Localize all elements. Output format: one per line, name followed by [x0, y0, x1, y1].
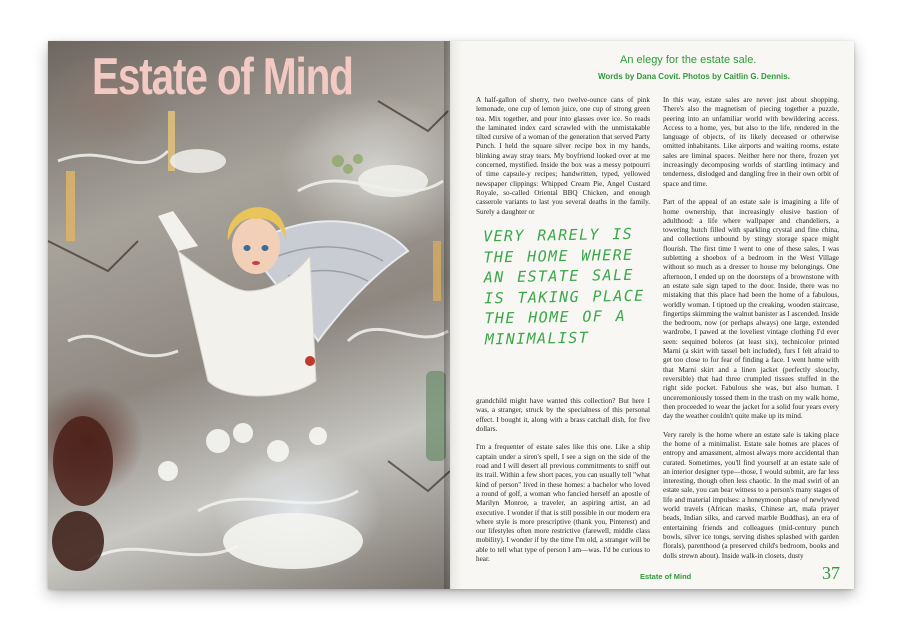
body-paragraph: Part of the appeal of an estate sale is imagining a life of home ownership, that increasingly elusive bastion of adulthood: a life where wallpaper and chandeliers, a towering hutch filled with sparkling crystal and fine china, and collections unbound by stingy storage space might flourish. The first time I went to one of these sales, I was subletting a shoebox of a bedroom in the West Village without so much as a dresser to house my belongings. One afternoon, I ended up on the doorsteps of a brownstone with an estate sale sign taped to the door. Inside, there was no mistaking that this place had been the home of a fabulous, worldly woman. I tiptoed up the creaking, wooden staircase, fingertips skimming the walnut banister as I ascended. Inside the bedroom, now (or perhaps always) one large, extended wardrobe, I pawed at the loveliest vintage clothing I'd ever seen: sequined boleros (at least six), technicolor printed Marni (a skirt with tassel belt included), furs I felt afraid to get too close to for fear of finding a face. I went home with that Marni skirt and a linen jacket (perfectly slouchy, reversible) that had three crumpled tissues stuffed in the right side pocket. Fabulous she was, but also human. I unceremoniously tossed them in the trash on my walk home, then proceeded to wear the jacket for a solid four years every day the weather couldn't quite make up its mind.: [663, 198, 839, 421]
body-paragraph: A half-gallon of sherry, two twelve-ounce cans of pink lemonade, one cup of lemon juice, one cup of strong green tea. Mix together, and pour into glasses over ice. So reads the laminated index card scrawled with the unmistakable tilted cursive of a woman of the generation that served Party Punch. I held the square silver recipe box in my hands, blinking away stray tears. My boyfriend looked over at me concerned, mystified. Inside the box was a messy potpourri of time capsule-y recipes; handwritten, typed, yellowed newspaper clippings: Whipped Cream Pie, Angel Custard Royale, so-called Oriental BBQ Chicken, and enough casserole variants to last you several deaths in the family. Surely a daughter or: [476, 96, 650, 216]
text-page: [450, 41, 854, 589]
article-subhead: An elegy for the estate sale.: [620, 54, 757, 66]
magazine-spread: [48, 41, 854, 589]
photo-page: [48, 41, 450, 589]
article-byline: Words by Dana Covit. Photos by Caitlin G. Dennis.: [598, 72, 790, 81]
page-gutter: [444, 41, 462, 589]
article-title: Estate of Mind: [92, 48, 353, 106]
column-left-top: [476, 96, 650, 218]
estate-sale-photo: [48, 41, 450, 589]
page-number: 37: [822, 563, 840, 583]
body-paragraph: In this way, estate sales are never just about shopping. There's also the magnetism of piecing together a puzzle, peering into an unfamiliar world with bewildering access. Access to a home, yes, but also to the life, rendered in the language of objects, of its likely deceased or otherwise omitted inhabitants. Like airports and waiting rooms, estate sales are liminal spaces. Neither here nor there, frozen yet increasingly decomposing worlds of startling intimacy and tenderness, dislodged and dangling free in their own orbit of space and time.: [663, 96, 839, 188]
column-right: [663, 96, 839, 566]
column-left-bottom: [476, 397, 650, 564]
body-paragraph: Very rarely is the home where an estate sale is taking place the home of a minimalist. Estate sale homes are places of entropy and amassment, almost always more accidental than curated. Sometimes, you'll find yourself at an estate sale of an interior designer type—those, I would submit, are far less interesting, though often less chaotic. In the mad swirl of an estate sale, you can bear witness to a person's many stages of life and material impulses: a honeymoon phase of newlywed world travels (African masks, Chinese art, mala prayer beads, Indian silks, and carved marble Buddhas), an era of entertaining friends and colleagues (mid-century punch bowls, silver ice tongs, serving dishes splashed with garden florals), parenthood (a preserved child's bedroom, books and dolls strewn about). Inside walk-in closets, dusty: [663, 430, 839, 560]
pull-quote: VERY RARELY IS THE HOME WHERE AN ESTATE SALE IS TAKING PLACE THE HOME OF A MINIMALIST: [482, 224, 645, 348]
body-paragraph: I'm a frequenter of estate sales like this one. Like a ship captain under a siren's spell, I see a sign on the side of the road and I will desert all previous commitments to sniff out its trail. Within a few short paces, you can usually tell "what kind of person" lived in these homes: a bachelor who loved a round of golf, a woman who fancied herself an apostle of Marilyn Monroe, a traveler, an aspiring artist, an ad executive. I wonder if that is still possible in our modern era where style is more prescriptive (thank you, Pinterest) and our lifestyles often more restrictive (farewell, middle class mobility). I wonder if by the time I'm old, a stranger will be able to tell what type of person I am—was. I'd be curious to hear.: [476, 443, 650, 564]
body-paragraph: grandchild might have wanted this collection? But here I was, a stranger, struck by the specialness of this personal effect. I bought it, along with a brass catchall dish, for five dollars.: [476, 397, 650, 433]
footer-title: Estate of Mind: [640, 572, 692, 581]
